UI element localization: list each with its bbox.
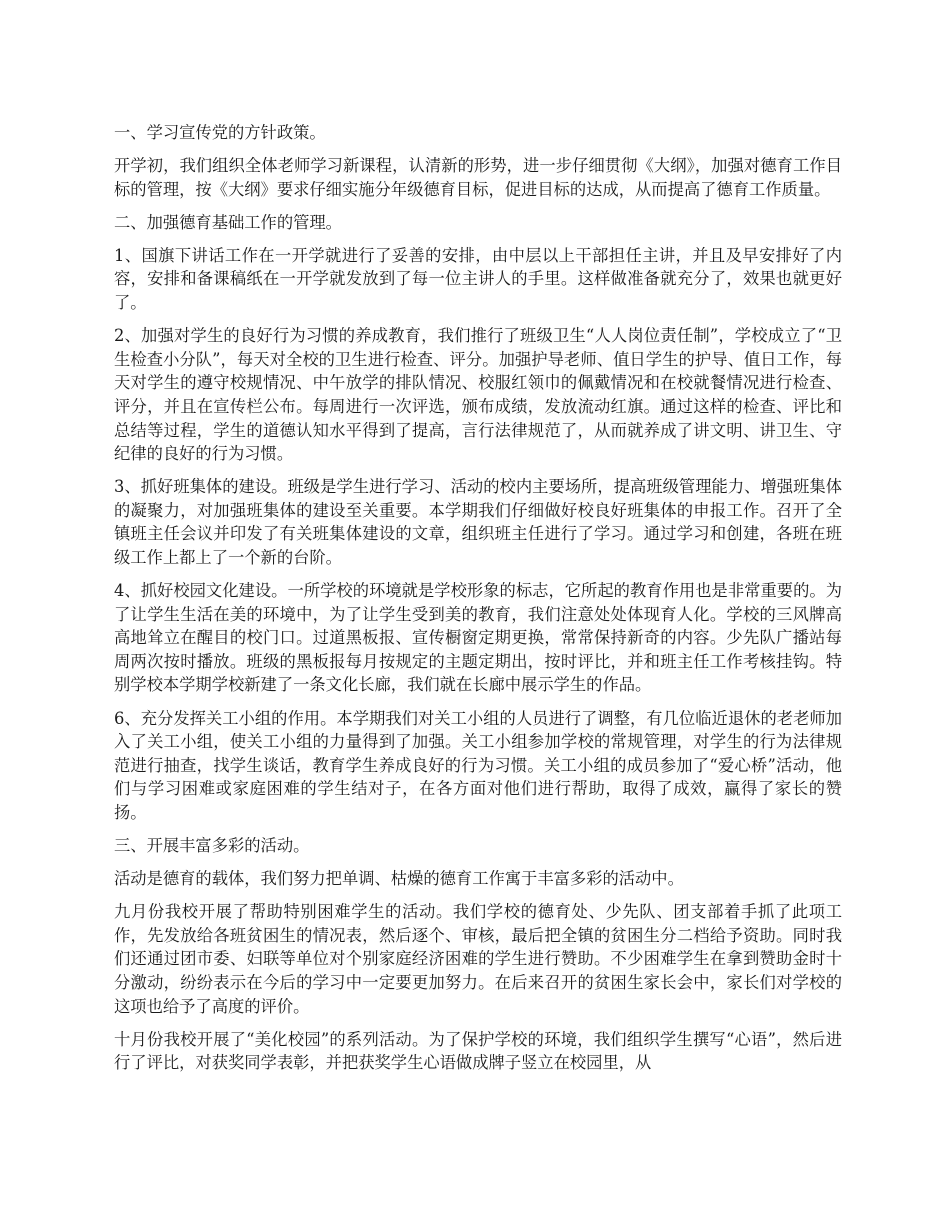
paragraph-item-3-class-collective: 3、抓好班集体的建设。班级是学生进行学习、活动的校内主要场所，提高班级管理能力、增强班集体的凝聚力，对加强班集体的建设至关重要。本学期我们仔细做好校良好班集体的申报工作。召开了全镇班主任会议并印发了有关班集体建设的文章，组织班主任进行了学习。通过学习和创建，各班在班级工作上都上了一个新的台阶。 [114,477,842,567]
section-heading-3: 三、开展丰富多彩的活动。 [114,836,310,856]
section-heading-1: 一、学习宣传党的方针政策。 [114,123,326,142]
section-heading-2: 二、加强德育基础工作的管理。 [114,212,342,232]
paragraph-item-2-behavior-habits: 2、加强对学生的良好行为习惯的养成教育，我们推行了班级卫生“人人岗位责任制”，学校成立了“卫生检查小分队”，每天对全校的卫生进行检查、评分。加强护导老师、值日学生的护导、值日工作，每天对学生的遵守校规情况、中午放学的排队情况、校服红领巾的佩戴情况和在校就餐情况进行检查、评分，并且在宣传栏公布。每周进行一次评选，颁布成绩，发放流动红旗。通过这样的检查、评比和总结等过程，学生的道德认知水平得到了提高，言行法律规范了，从而就养成了讲文明、讲卫生、守纪律的良好的行为习惯。 [114,326,842,464]
paragraph-september-aid: 九月份我校开展了帮助特别困难学生的活动。我们学校的德育处、少先队、团支部着手抓了此项工作，先发放给各班贫困生的情况表，然后逐个、审核，最后把全镇的贫困生分二档给予资助。同时我们还通过团市委、妇联等单位对个别家庭经济困难的学生进行赞助。不少困难学生在拿到赞助金时十分激动，纷纷表示在今后的学习中一定要更加努力。在后来召开的贫困生家长会中，家长们对学校的这项也给予了高度的评价。 [114,902,842,1016]
paragraph-october-campus: 十月份我校开展了“美化校园”的系列活动。为了保护学校的环境，我们组织学生撰写“心语”，然后进行了评比，对获奖同学表彰，并把获奖学生心语做成牌子竖立在校园里，从 [114,1029,842,1073]
paragraph-item-4-campus-culture: 4、抓好校园文化建设。一所学校的环境就是学校形象的标志，它所起的教育作用也是非常重要的。为了让学生生活在美的环境中，为了让学生受到美的教育，我们注意处处体现育人化。学校的三风牌高高地耸立在醒目的校门口。过道黑板报、宣传橱窗定期更换，常常保持新奇的内容。少先队广播站每周两次按时播放。班级的黑板报每月按规定的主题定期出，按时评比，并和班主任工作考核挂钩。特别学校本学期学校新建了一条文化长廊，我们就在长廊中展示学生的作品。 [114,581,842,695]
paragraph-study-curriculum: 开学初，我们组织全体老师学习新课程，认清新的形势，进一步仔细贯彻《大纲》，加强对德育工作目标的管理，按《大纲》要求仔细实施分年级德育目标，促进目标的达成，从而提高了德育工作质量。 [114,156,842,199]
paragraph-item-6-care-group: 6、充分发挥关工小组的作用。本学期我们对关工小组的人员进行了调整，有几位临近退休的老老师加入了关工小组，使关工小组的力量得到了加强。关工小组参加学校的常规管理，对学生的行为法律规范进行抽查，找学生谈话，教育学生养成良好的行为习惯。关工小组的成员参加了“爱心桥”活动，他们与学习困难或家庭困难的学生结对子，在各方面对他们进行帮助，取得了成效，赢得了家长的赞扬。 [114,708,842,822]
document-body [114,121,842,1084]
paragraph-activities-intro: 活动是德育的载体，我们努力把单调、枯燥的德育工作寓于丰富多彩的活动中。 [114,869,684,889]
paragraph-item-1-flag-speech: 1、国旗下讲话工作在一开学就进行了妥善的安排，由中层以上干部担任主讲，并且及早安排好了内容，安排和备课稿纸在一开学就发放到了每一位主讲人的手里。这样做准备就充分了，效果也就更好了。 [114,245,842,313]
